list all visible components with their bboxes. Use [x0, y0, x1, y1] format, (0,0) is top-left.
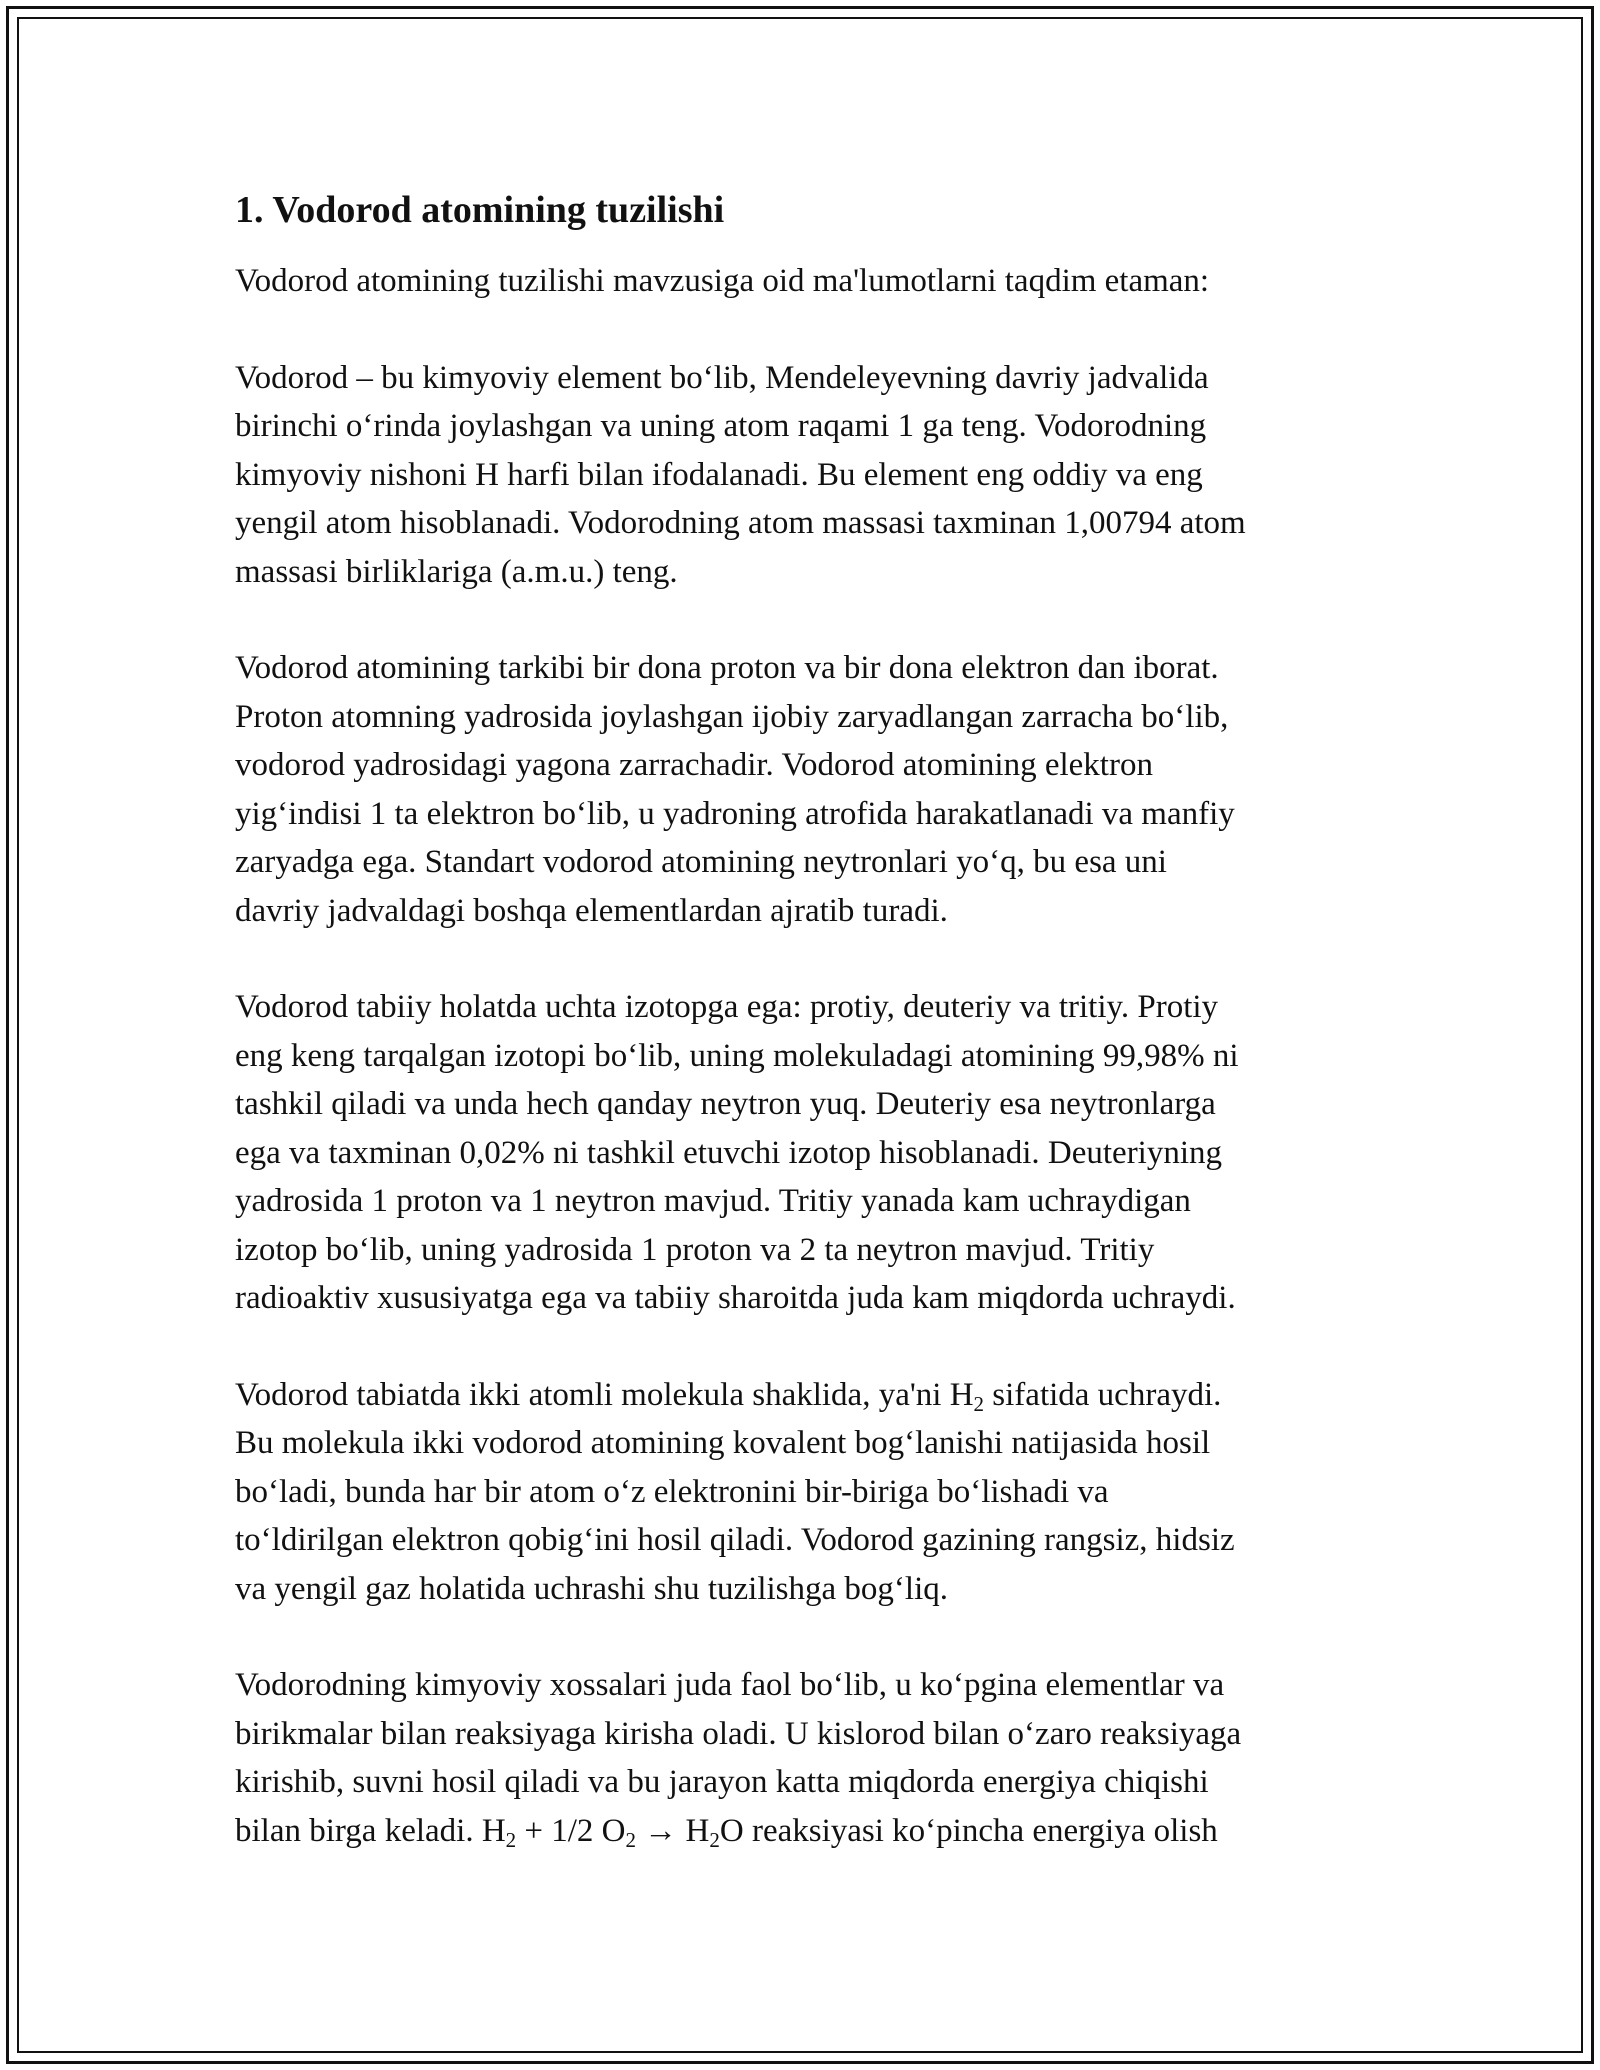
text-line: Proton atomning yadrosida joylashgan ijobiy zaryadlangan zarracha bo‘lib, [235, 698, 1229, 735]
text-fragment: sifatida uchraydi. [984, 1376, 1222, 1413]
paragraph-2 [235, 644, 1385, 935]
text-line: massasi birliklariga (a.m.u.) teng. [235, 553, 678, 590]
text-line: yengil atom hisoblanadi. Vodorodning atom massasi taxminan 1,00794 atom [235, 505, 1246, 541]
text-fragment: → H [636, 1812, 710, 1849]
text-fragment: + 1/2 O [516, 1812, 626, 1849]
text-line: kirishib, suvni hosil qiladi va bu jarayon katta miqdorda energiya chiqishi [235, 1764, 1209, 1800]
text-line: izotop bo‘lib, uning yadrosida 1 proton va 2 ta neytron mavjud. Tritiy [235, 1231, 1155, 1268]
intro-paragraph: Vodorod atomining tuzilishi mavzusiga oid ma'lumotlarni taqdim etaman: [235, 263, 1210, 299]
text-fragment: O reaksiyasi ko‘pincha energiya olish [719, 1812, 1218, 1849]
subscript: 2 [505, 1827, 517, 1852]
text-line: yadrosida 1 proton va 1 neytron mavjud. Tritiy yanada kam uchraydigan [235, 1183, 1191, 1219]
text-line: bo‘ladi, bunda har bir atom o‘z elektronini bir-biriga bo‘lishadi va [235, 1473, 1109, 1510]
paragraph-5 [235, 1661, 1385, 1855]
document-title: 1. Vodorod atomining tuzilishi [235, 189, 725, 231]
text-line-with-formula [235, 1807, 1385, 1856]
text-fragment: bilan birga keladi. H [235, 1812, 506, 1849]
text-line: Vodorod – bu kimyoviy element bo‘lib, Mendeleyevning davriy jadvalida [235, 359, 1209, 396]
text-line: Bu molekula ikki vodorod atomining kovalent bog‘lanishi natijasida hosil [235, 1425, 1211, 1461]
text-line-with-formula [235, 1371, 1385, 1420]
paragraph-3 [235, 983, 1385, 1323]
text-line: ega va taxminan 0,02% ni tashkil etuvchi izotop hisoblanadi. Deuteriyning [235, 1134, 1223, 1171]
text-line: birinchi o‘rinda joylashgan va uning atom raqami 1 ga teng. Vodorodning [235, 408, 1207, 444]
text-line: davriy jadvaldagi boshqa elementlardan ajratib turadi. [235, 892, 948, 929]
text-line: eng keng tarqalgan izotopi bo‘lib, uning molekuladagi atomining 99,98% ni [235, 1037, 1239, 1074]
text-line: Vodorodning kimyoviy xossalari juda faol bo‘lib, u ko‘pgina elementlar va [235, 1667, 1225, 1703]
text-fragment: Vodorod tabiatda ikki atomli molekula shaklida, ya'ni H [235, 1376, 974, 1413]
paragraph-4 [235, 1371, 1385, 1614]
text-line: to‘ldirilgan elektron qobig‘ini hosil qiladi. Vodorod gazining rangsiz, hidsiz [235, 1522, 1235, 1558]
text-line: vodorod yadrosidagi yagona zarrachadir. Vodorod atomining elektron [235, 747, 1153, 783]
text-line: zaryadga ega. Standart vodorod atomining neytronlari yo‘q, bu esa uni [235, 844, 1167, 880]
subscript: 2 [709, 1827, 720, 1852]
subscript: 2 [973, 1391, 985, 1416]
text-line: Vodorod tabiiy holatda uchta izotopga ega: protiy, deuteriy va tritiy. Protiy [235, 989, 1219, 1025]
text-line: tashkil qiladi va unda hech qanday neytron yuq. Deuteriy esa neytronlarga [235, 1086, 1216, 1122]
text-line: yig‘indisi 1 ta elektron bo‘lib, u yadroning atrofida harakatlanadi va manfiy [235, 795, 1235, 832]
subscript: 2 [625, 1827, 637, 1852]
text-line: radioaktiv xususiyatga ega va tabiiy sharoitda juda kam miqdorda uchraydi. [235, 1280, 1236, 1316]
text-line: Vodorod atomining tarkibi bir dona proton va bir dona elektron dan iborat. [235, 650, 1219, 686]
paragraph-1 [235, 354, 1385, 597]
document-body [235, 185, 1385, 1903]
text-line: birikmalar bilan reaksiyaga kirisha oladi. U kislorod bilan o‘zaro reaksiyaga [235, 1715, 1242, 1752]
text-line: va yengil gaz holatida uchrashi shu tuzilishga bog‘liq. [235, 1570, 948, 1607]
text-line: kimyoviy nishoni H harfi bilan ifodalanadi. Bu element eng oddiy va eng [235, 456, 1203, 493]
